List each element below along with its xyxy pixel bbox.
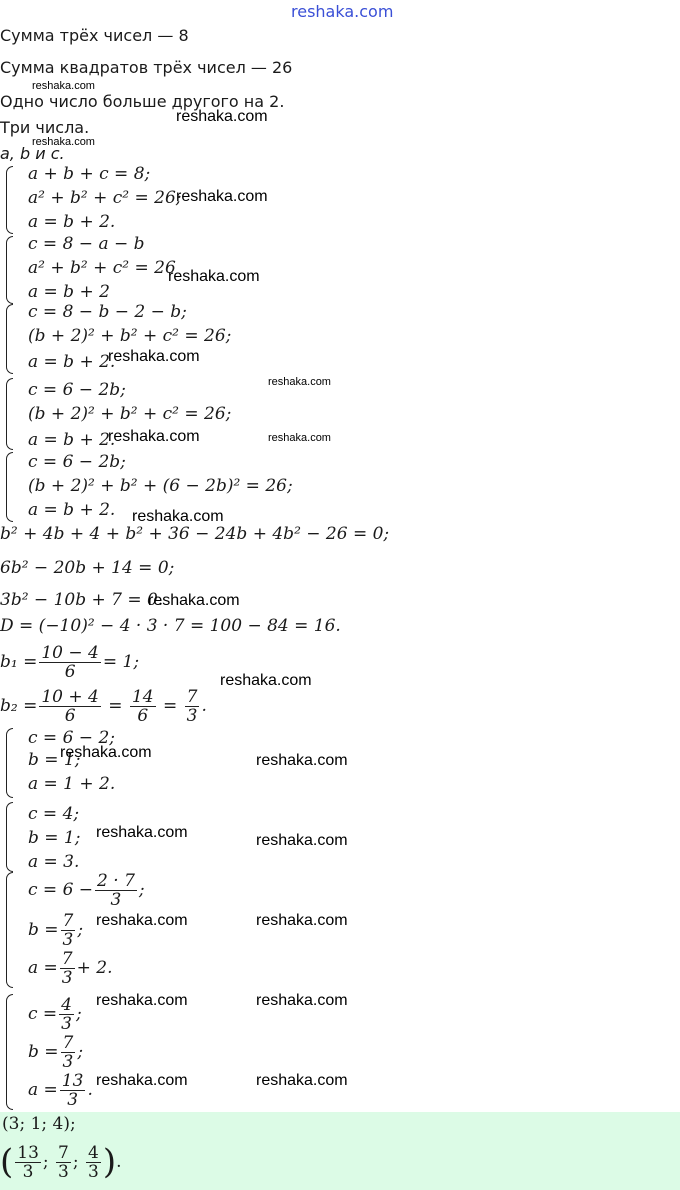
answer-line-2: ( $\frac{13}{3}$ ; $\frac{7}{3}$ ; $\frac{4}{3}$ ) . [0,1142,122,1182]
answer-line-1: (3; 1; 4); [2,1114,76,1134]
intro-line-5: a, b и c. [0,144,65,163]
watermark: reshaka.com [176,188,268,205]
system-brace [6,452,13,522]
watermark: reshaka.com [148,592,240,609]
b1-rhs: = 1; [102,652,140,672]
sys5-line1: c = 6 − 2b; [28,452,126,472]
watermark: reshaka.com [168,268,260,285]
top-watermark: reshaka.com [291,2,394,21]
watermark: reshaka.com [108,348,200,365]
watermark: reshaka.com [256,752,348,769]
watermark-small: reshaka.com [268,376,331,388]
b1-lhs: b₁ = [0,652,38,672]
system-brace [6,728,13,798]
watermark: reshaka.com [96,1072,188,1089]
sys1-line3: a = b + 2. [28,212,116,232]
watermark: reshaka.com [176,108,268,125]
system-brace [6,802,13,872]
intro-line-1: Сумма трёх чисел — 8 [0,26,189,45]
sys5-line2: (b + 2)² + b² + (6 − 2b)² = 26; [28,476,293,496]
watermark-small: reshaka.com [32,136,95,148]
sys2-line3: a = b + 2 [28,282,110,302]
root-b2: b₂ = $\frac{10 + 4}{6}$ = $\frac{14}{6}$ = $\frac{7}{3}$ . [0,686,207,726]
system-brace [6,166,13,234]
watermark: reshaka.com [256,992,348,1009]
sys5-line3: a = b + 2. [28,500,116,520]
sys7-line2: b = 1; [28,828,81,848]
sys9-line2: b = $\frac{7}{3}$ ; [28,1032,84,1072]
watermark: reshaka.com [220,672,312,689]
system-brace [6,872,13,988]
watermark: reshaka.com [108,428,200,445]
sys7-line1: c = 4; [28,804,80,824]
system-brace [6,236,13,304]
sys9-line3: a = $\frac{13}{3}$ . [28,1070,93,1110]
watermark: reshaka.com [96,824,188,841]
system-brace [6,378,13,450]
b1-fraction: $\frac{10 - 4}{6}$ [41,642,99,682]
watermark: reshaka.com [132,508,224,525]
sys8-line1: c = 6 − $\frac{2 \cdot 7}{3}$ ; [28,870,145,910]
b2-fraction-3: $\frac{7}{3}$ [186,686,198,726]
sys6-line1: c = 6 − 2; [28,728,115,748]
watermark: reshaka.com [256,912,348,929]
sys3-line2: (b + 2)² + b² + c² = 26; [28,326,232,346]
equation-1: b² + 4b + 4 + b² + 36 − 24b + 4b² − 26 = 0; [0,524,390,544]
sys6-line3: a = 1 + 2. [28,774,116,794]
watermark: reshaka.com [96,912,188,929]
intro-line-3: Одно число больше другого на 2. [0,92,285,111]
sys6-line2: b = 1; [28,750,81,770]
watermark-small: reshaka.com [32,80,95,92]
sys4-line1: c = 6 − 2b; [28,380,126,400]
system-brace [6,304,13,374]
sys9-line1: c = $\frac{4}{3}$ ; [28,994,82,1034]
equation-2: 6b² − 20b + 14 = 0; [0,558,175,578]
equation-discriminant: D = (−10)² − 4 · 3 · 7 = 100 − 84 = 16. [0,616,341,636]
b2-fraction-1: $\frac{10 + 4}{6}$ [41,686,99,726]
sys3-line3: a = b + 2. [28,352,116,372]
intro-line-2: Сумма квадратов трёх чисел — 26 [0,58,293,77]
sys2-line1: c = 8 − a − b [28,234,145,254]
watermark: reshaka.com [256,1072,348,1089]
sys8-line3: a = $\frac{7}{3}$ + 2. [28,948,113,988]
watermark-small: reshaka.com [268,432,331,444]
watermark: reshaka.com [60,744,152,761]
b2-fraction-2: $\frac{14}{6}$ [131,686,154,726]
equation-3: 3b² − 10b + 7 = 0. [0,590,164,610]
watermark: reshaka.com [96,992,188,1009]
system-brace [6,994,13,1110]
b2-lhs: b₂ = [0,696,38,716]
root-b1 [0,642,139,682]
sys4-line3: a = b + 2. [28,430,116,450]
sys4-line2: (b + 2)² + b² + c² = 26; [28,404,232,424]
sys1-line2: a² + b² + c² = 26; [28,188,182,208]
sys8-line2: b = $\frac{7}{3}$ ; [28,910,84,950]
sys3-line1: c = 8 − b − 2 − b; [28,302,187,322]
sys2-line2: a² + b² + c² = 26 [28,258,176,278]
sys1-line1: a + b + c = 8; [28,164,151,184]
sys7-line3: a = 3. [28,852,80,872]
watermark: reshaka.com [256,832,348,849]
intro-line-4: Три числа. [0,118,90,137]
